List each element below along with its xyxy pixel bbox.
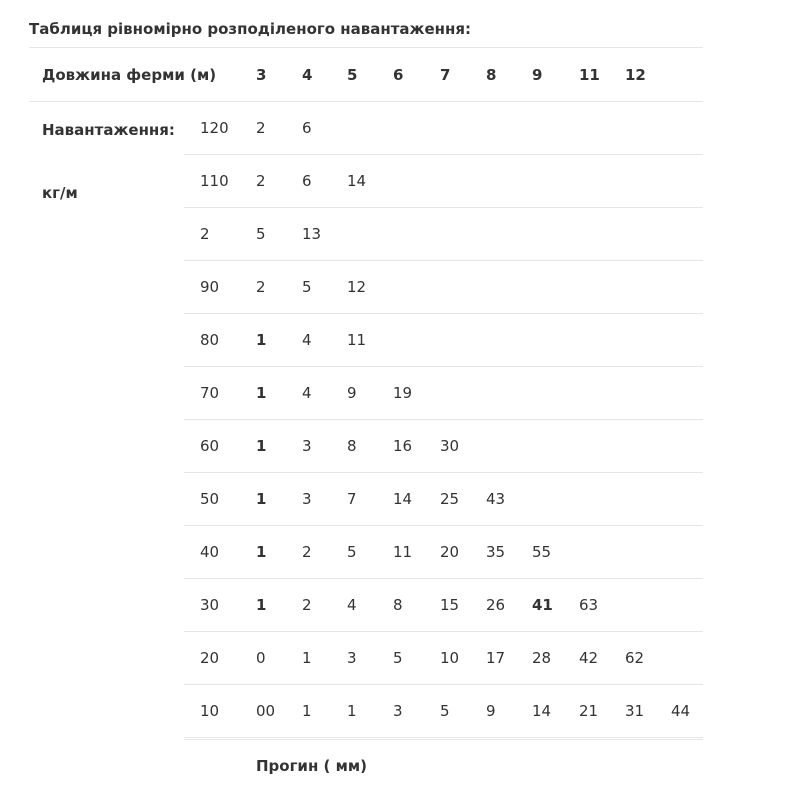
table-divider [184, 313, 703, 314]
row-load-value: 80 [200, 331, 220, 349]
row-load-value: 10 [200, 702, 220, 720]
table-cell: 10 [440, 649, 460, 667]
table-divider [184, 419, 703, 420]
table-divider [184, 737, 703, 738]
table-cell: 4 [347, 596, 357, 614]
row-load-value: 20 [200, 649, 220, 667]
unit-label: кг/м [42, 184, 78, 202]
table-cell: 26 [486, 596, 506, 614]
table-cell: 2 [302, 543, 312, 561]
header-length-8: 8 [486, 66, 497, 84]
table-cell: 2 [302, 596, 312, 614]
table-cell: 17 [486, 649, 506, 667]
table-cell: 1 [302, 702, 312, 720]
header-length-12: 12 [625, 66, 646, 84]
table-divider [184, 207, 703, 208]
table-divider [184, 154, 703, 155]
table-divider [184, 631, 703, 632]
table-cell: 5 [256, 225, 266, 243]
table-divider [29, 47, 703, 48]
footer-label: Прогин ( мм) [256, 757, 367, 775]
table-cell: 20 [440, 543, 460, 561]
table-cell: 44 [671, 702, 691, 720]
table-cell: 7 [347, 490, 357, 508]
header-length-11: 11 [579, 66, 600, 84]
table-cell: 9 [486, 702, 496, 720]
table-cell: 2 [256, 278, 266, 296]
table-cell: 9 [347, 384, 357, 402]
table-cell: 28 [532, 649, 552, 667]
table-cell: 30 [440, 437, 460, 455]
header-length-6: 6 [393, 66, 404, 84]
table-cell: 25 [440, 490, 460, 508]
table-cell: 13 [302, 225, 322, 243]
table-cell: 5 [302, 278, 312, 296]
table-divider [184, 525, 703, 526]
table-divider [184, 260, 703, 261]
table-cell: 11 [347, 331, 367, 349]
table-cell: 1 [256, 543, 267, 561]
page-title: Таблиця рівномірно розподіленого навантаження: [29, 20, 471, 38]
header-length-5: 5 [347, 66, 358, 84]
table-cell: 62 [625, 649, 645, 667]
table-divider [184, 684, 703, 685]
table-cell: 55 [532, 543, 552, 561]
table-cell: 5 [440, 702, 450, 720]
table-cell: 6 [302, 119, 312, 137]
table-cell: 63 [579, 596, 599, 614]
table-cell: 4 [302, 384, 312, 402]
header-label: Довжина ферми (м) [42, 66, 217, 84]
table-cell: 1 [256, 331, 267, 349]
table-cell: 11 [393, 543, 413, 561]
table-divider [184, 366, 703, 367]
table-cell: 35 [486, 543, 506, 561]
row-load-value: 50 [200, 490, 220, 508]
table-cell: 1 [302, 649, 312, 667]
table-cell: 6 [302, 172, 312, 190]
row-load-value: 60 [200, 437, 220, 455]
header-length-7: 7 [440, 66, 451, 84]
table-cell: 8 [393, 596, 403, 614]
row-load-value: 2 [200, 225, 210, 243]
row-load-value: 120 [200, 119, 229, 137]
table-cell: 1 [347, 702, 357, 720]
table-divider [184, 739, 703, 740]
table-cell: 3 [393, 702, 403, 720]
table-cell: 19 [393, 384, 413, 402]
table-cell: 2 [256, 119, 266, 137]
header-length-3: 3 [256, 66, 267, 84]
table-cell: 16 [393, 437, 413, 455]
table-cell: 43 [486, 490, 506, 508]
table-cell: 1 [256, 490, 267, 508]
table-cell: 14 [393, 490, 413, 508]
load-label: Навантаження: [42, 121, 175, 139]
table-cell: 4 [302, 331, 312, 349]
table-cell: 1 [256, 437, 267, 455]
row-load-value: 90 [200, 278, 220, 296]
table-cell: 3 [347, 649, 357, 667]
table-cell: 41 [532, 596, 553, 614]
table-cell: 1 [256, 384, 267, 402]
table-cell: 15 [440, 596, 460, 614]
table-cell: 0 [256, 649, 266, 667]
table-divider [29, 101, 703, 102]
table-cell: 2 [256, 172, 266, 190]
table-divider [184, 578, 703, 579]
table-divider [184, 472, 703, 473]
table-cell: 42 [579, 649, 599, 667]
header-length-9: 9 [532, 66, 543, 84]
table-cell: 31 [625, 702, 645, 720]
table-cell: 1 [256, 596, 267, 614]
table-cell: 8 [347, 437, 357, 455]
table-cell: 14 [532, 702, 552, 720]
table-cell: 21 [579, 702, 599, 720]
header-length-4: 4 [302, 66, 313, 84]
row-load-value: 40 [200, 543, 220, 561]
table-cell: 5 [393, 649, 403, 667]
table-cell: 3 [302, 437, 312, 455]
table-cell: 3 [302, 490, 312, 508]
table-cell: 5 [347, 543, 357, 561]
row-load-value: 70 [200, 384, 220, 402]
row-load-value: 30 [200, 596, 220, 614]
row-load-value: 110 [200, 172, 229, 190]
table-cell: 12 [347, 278, 367, 296]
table-cell: 14 [347, 172, 367, 190]
table-cell: 00 [256, 702, 276, 720]
